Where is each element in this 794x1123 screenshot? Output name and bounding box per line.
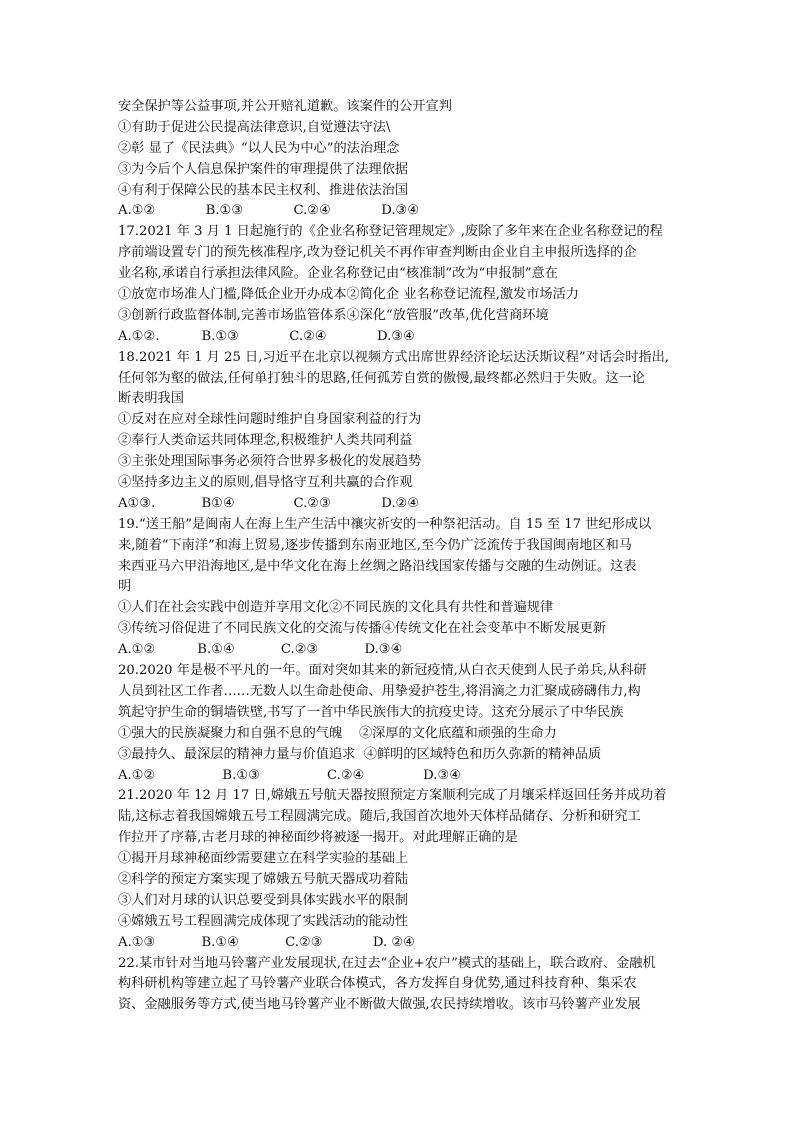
question-19: [118, 515, 680, 661]
question-stem-line: 18.2021 年 1 月 25 日,习近平在北京以视频方式出席世界经济论坛达沃斯议程”对话会时指出,: [118, 349, 669, 365]
answer-options: A.①② B.①③ C.②④ D.③④: [118, 767, 462, 783]
question-21: [118, 786, 680, 953]
answer-item: ③创新行政监督体制,完善市场监管体系④深化“放管服”改革,优化营商环境: [118, 307, 549, 323]
answer-item: ③最持久、最深层的精神力量与价值追求 ④鲜明的区域特色和历久弥新的精神品质: [118, 746, 602, 762]
question-stem-line: 资、金融服务等方式,使当地马铃薯产业不断做大做强,农民持续增收。该市马铃薯产业发展: [118, 997, 641, 1013]
answer-item: ①反对在应对全球性问题时维护自身国家利益的行为: [118, 412, 422, 428]
answer-options: A.①② B.①④ C.②③ D.③④: [118, 642, 403, 658]
question-stem-line: 来,随着“下南洋”和海上贸易,逐步传播到东南亚地区,至今仍广泛流传于我国闽南地区和马: [118, 537, 632, 553]
answer-options: A.①③ B.①④ C.②③ D. ②④: [118, 934, 416, 950]
question-20: [118, 661, 680, 786]
answer-options: A.①②. B.①③ C.②④ D.③④: [118, 328, 416, 344]
question-22: [118, 954, 680, 1017]
answer-item: ④有利于保障公民的基本民主权利、推进依法治国: [118, 182, 409, 198]
question-stem-line: 任何邻为壑的做法,任何单打独斗的思路,任何孤芳自赏的傲慢,最终都必然归于失败。这一论: [118, 370, 645, 386]
question-stem-line: 序前端设置专门的预先核准程序,改为登记机关不再作审查判断由企业自主申报所选择的企: [118, 245, 637, 261]
exam-content: [118, 97, 680, 1016]
question-stem-line: 22.某市针对当地马铃薯产业发展现状,在过去“企业+农户”模式的基础上，联合政府、金融机: [118, 955, 656, 971]
answer-item: ①强大的民族凝聚力和自强不息的气魄 ②深厚的文化底蕴和顽强的生命力: [118, 725, 557, 741]
answer-item: ③传统习俗促进了不同民族文化的交流与传播④传统文化在社会变革中不断发展更新: [118, 621, 606, 637]
question-stem-line: 来西亚马六甲沿海地区,是中华文化在海上丝绸之路沿线国家传播与交融的生动例证。这表: [118, 558, 637, 574]
answer-item: ①放宽市场准人门槛,降低企业开办成本②简化企 业名称登记流程,激发市场活力: [118, 287, 579, 303]
question-stem-line: 安全保护等公益事项,并公开赔礼道歉。该案件的公开宣判: [118, 99, 452, 114]
answer-item: ③为今后个人信息保护案件的审理提供了法理依据: [118, 161, 409, 177]
question-stem-line: 业名称,承诺自行承担法律风险。企业名称登记由“核准制”改为“申报制”意在: [118, 266, 558, 282]
question-stem-line: 19.“送王船”是闽南人在海上生产生活中禳灾祈安的一种祭祀活动。自 15 至 17 世纪形成以: [118, 516, 652, 532]
answer-item: ③主张处理国际事务必须符合世界多极化的发展趋势: [118, 454, 422, 470]
answer-item: ②奉行人类命运共同体理念,积极维护人类共同利益: [118, 433, 413, 449]
question-stem-line: 明: [118, 579, 132, 595]
question-17: [118, 222, 680, 347]
question-stem-line: 构科研机构等建立起了马铃薯产业联合体模式，各方发挥自身优势,通过科技育种、集采农: [118, 976, 637, 992]
question-18: [118, 348, 680, 515]
answer-item: ①人们在社会实践中创造并享用文化②不同民族的文化具有共性和普遍规律: [118, 600, 554, 616]
question-stem-line: 断表明我国: [118, 391, 184, 407]
question-stem-line: 作拉开了序幕,古老月球的神秘面纱将被逐一揭开。对此理解正确的是: [118, 830, 518, 846]
answer-item: ③人们对月球的认识总要受到具体实践水平的限制: [118, 892, 409, 908]
answer-item: ①揭开月球神秘面纱需要建立在科学实验的基础上: [118, 851, 409, 867]
answer-options: A①③. B①④ C.②③ D.②④: [118, 495, 420, 511]
answer-item: ②科学的预定方案实现了嫦娥五号航天器成功着陆: [118, 871, 409, 887]
answer-item: ④坚持多边主义的原则,倡导恪守互利共赢的合作观: [118, 475, 413, 491]
question-16: [118, 97, 680, 222]
question-stem-line: 17.2021 年 3 月 1 日起施行的《企业名称登记管理规定》,废除了多年来在企业名称登记的程: [118, 224, 663, 240]
question-stem-line: 人员到社区工作者……无数人以生命赴使命、用挚爱护苍生,将涓滴之力汇聚成磅礴伟力,构: [118, 683, 641, 699]
question-stem-line: 21.2020 年 12 月 17 日,嫦娥五号航天器按照预定方案顺利完成了月壤采样返回任务并成功着: [118, 788, 667, 804]
answer-item: ④嫦娥五号工程圆满完成体现了实践活动的能动性: [118, 913, 409, 929]
question-stem-line: 筑起守护生命的铜墙铁壁,书写了一首中华民族伟大的抗疫史诗。这充分展示了中华民族: [118, 704, 624, 720]
answer-item: ①有助于促进公民提高法律意识,自觉遵法守法\: [118, 119, 391, 135]
answer-options: A.①② B.①③ C.②④ D.③④: [118, 203, 420, 219]
answer-item: ②彰 显了《民法典》“以人民为中心”的法治理念: [118, 140, 400, 156]
question-stem-line: 陆,这标志着我国嫦娥五号工程圆满完成。随后,我国首次地外天体样品储存、分析和研究工: [118, 809, 641, 825]
question-stem-line: 20.2020 年是极不平凡的一年。面对突如其来的新冠疫情,从白衣天使到人民子弟兵,从科研: [118, 663, 647, 679]
